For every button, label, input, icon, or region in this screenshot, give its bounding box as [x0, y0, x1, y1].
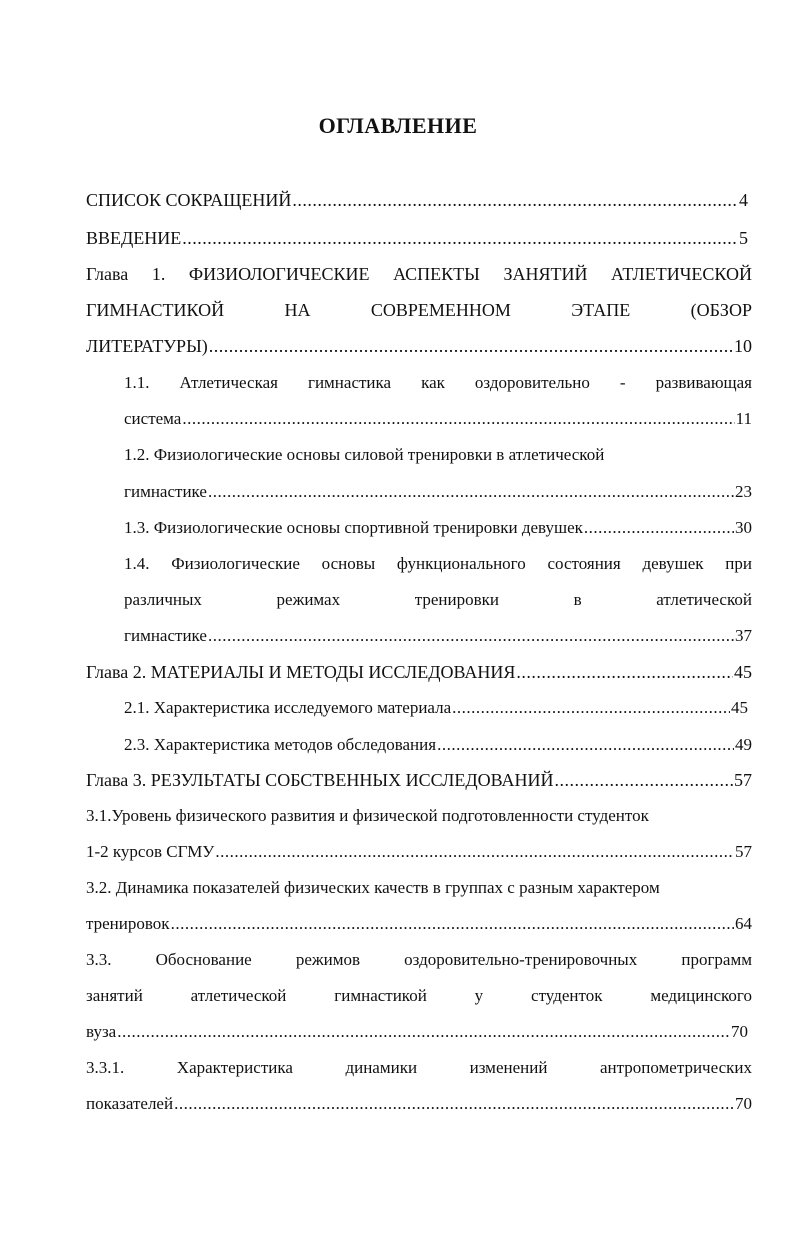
toc-entry-3-3-1-line-1[interactable] [86, 1056, 752, 1080]
word: СОВРЕМЕННОМ [370, 300, 511, 320]
toc-entry-1-1-line-2[interactable] [124, 407, 752, 431]
toc-leader [182, 407, 734, 429]
toc-entry-chapter-1-line-3[interactable] [86, 334, 752, 358]
toc-entry-introduction[interactable] [86, 226, 748, 250]
word: атлетической [190, 986, 287, 1005]
toc-label: гимнастике [124, 482, 207, 501]
word: студенток [531, 986, 603, 1005]
toc-leader [209, 334, 733, 356]
word: НА [284, 300, 311, 320]
toc-leader [208, 480, 734, 502]
toc-entry-chapter-1-line-2[interactable] [86, 298, 752, 322]
word: тренировки [414, 590, 499, 609]
word: режимах [276, 590, 341, 609]
toc-entry-1-1-line-1[interactable] [124, 371, 752, 395]
toc-leader [516, 660, 733, 682]
toc-page-number: 70 [735, 1094, 752, 1113]
toc-label: гимнастике [124, 626, 207, 645]
word: у [474, 986, 484, 1005]
word: 1. [151, 264, 166, 284]
word: в [573, 590, 582, 609]
word: как [421, 373, 445, 392]
toc-page-number: 5 [739, 228, 748, 248]
toc-entry-3-3-line-3[interactable] [86, 1020, 748, 1044]
toc-entry-chapter-1-line-1[interactable] [86, 262, 752, 286]
toc-entry-chapter-2[interactable] [86, 660, 752, 684]
toc-label: вуза [86, 1022, 117, 1041]
toc-entry-3-3-line-1[interactable] [86, 948, 752, 972]
toc-label: 2.1. Характеристика исследуемого материала [124, 698, 452, 717]
word: антропометрических [599, 1058, 752, 1077]
toc-leader [171, 912, 734, 934]
toc-leader [555, 768, 733, 790]
toc-entry-3-1-line-2[interactable] [86, 840, 752, 864]
word: АТЛЕТИЧЕСКОЙ [611, 264, 752, 284]
toc-page-number: 4 [739, 190, 748, 210]
toc-label: Глава 3. РЕЗУЛЬТАТЫ СОБСТВЕННЫХ ИССЛЕДОВАНИЙ [86, 770, 554, 790]
word: (ОБЗОР [690, 300, 752, 320]
word: 1.4. [124, 554, 150, 573]
word: 3.3. [86, 950, 112, 969]
word: динамики [345, 1058, 418, 1077]
toc-label: Глава 2. МАТЕРИАЛЫ И МЕТОДЫ ИССЛЕДОВАНИЯ [86, 662, 516, 682]
word: программ [681, 950, 752, 969]
toc-leader [182, 226, 738, 248]
toc-label: СПИСОК СОКРАЩЕНИЙ [86, 190, 292, 210]
toc-label: показателей [86, 1094, 174, 1113]
word: медицинского [650, 986, 752, 1005]
word: состояния [547, 554, 621, 573]
toc-entry-1-4-line-2[interactable] [124, 588, 752, 612]
word: оздоровительно-тренировочных [404, 950, 638, 969]
toc-label: 1-2 курсов СГМУ [86, 842, 215, 861]
toc-entry-2-1[interactable] [124, 696, 748, 720]
toc-page-number: 45 [734, 662, 752, 682]
toc-entry-3-2-line-2[interactable] [86, 912, 752, 936]
word: различных [124, 590, 202, 609]
toc-entry-1-4-line-1[interactable] [124, 552, 752, 576]
word: режимов [295, 950, 361, 969]
toc-entry-1-3[interactable] [124, 516, 752, 540]
word: ЭТАПЕ [571, 300, 631, 320]
toc-entry-1-2-line-2[interactable] [124, 480, 752, 504]
toc-page-number: 10 [734, 336, 752, 356]
toc-page-number: 37 [735, 626, 752, 645]
word: гимнастика [307, 373, 392, 392]
word: АСПЕКТЫ [393, 264, 480, 284]
word: ГИМНАСТИКОЙ [86, 300, 225, 320]
toc-label: тренировок [86, 914, 170, 933]
page-title: ОГЛАВЛЕНИЕ [318, 113, 478, 138]
toc-label: ЛИТЕРАТУРЫ) [86, 336, 208, 356]
toc-leader [117, 1020, 730, 1042]
toc-entry-3-3-line-2[interactable] [86, 984, 752, 1008]
toc-page-number: 57 [735, 842, 752, 861]
toc-entry-abbreviations[interactable] [86, 188, 748, 212]
toc-entry-1-4-line-3[interactable] [124, 624, 752, 648]
toc-label: 1.3. Физиологические основы спортивной тренировки девушек [124, 518, 583, 537]
toc-leader [584, 516, 734, 538]
word: ЗАНЯТИЙ [503, 264, 588, 284]
word: Физиологические [171, 554, 300, 573]
word: развивающая [655, 373, 752, 392]
toc-entry-3-2-line-1[interactable]: 3.2. Динамика показателей физических качеств в группах с разным характером [86, 878, 660, 897]
toc-page-number: 45 [731, 698, 748, 717]
word: Атлетическая [179, 373, 278, 392]
toc-entry-chapter-3[interactable] [86, 768, 752, 792]
word: Обоснование [155, 950, 252, 969]
word: Глава [86, 264, 129, 284]
word: изменений [469, 1058, 548, 1077]
toc-leader [215, 840, 734, 862]
toc-page-number: 64 [735, 914, 752, 933]
word: атлетической [656, 590, 752, 609]
toc-page-number: 49 [735, 735, 752, 754]
toc-page-number: 23 [735, 482, 752, 501]
toc-entry-1-2-line-1[interactable]: 1.2. Физиологические основы силовой тренировки в атлетической [124, 445, 605, 464]
word: функционального [396, 554, 526, 573]
word: Характеристика [176, 1058, 293, 1077]
toc-page-number: 11 [735, 409, 752, 428]
toc-leader [292, 188, 738, 210]
toc-label: 2.3. Характеристика методов обследования [124, 735, 437, 754]
toc-label: система [124, 409, 182, 428]
word: оздоровительно [474, 373, 590, 392]
toc-leader [174, 1092, 734, 1114]
word: ФИЗИОЛОГИЧЕСКИЕ [188, 264, 370, 284]
toc-leader [208, 624, 734, 646]
toc-entry-3-3-1-line-2[interactable] [86, 1092, 752, 1116]
word: - [619, 373, 626, 392]
word: гимнастикой [334, 986, 427, 1005]
toc-entry-3-1-line-1[interactable]: 3.1.Уровень физического развития и физической подготовленности студенток [86, 806, 649, 825]
word: 3.3.1. [86, 1058, 125, 1077]
word: девушек [642, 554, 704, 573]
toc-page-number: 30 [735, 518, 752, 537]
toc-page-number: 70 [731, 1022, 748, 1041]
toc-leader [437, 733, 734, 755]
word: при [725, 554, 752, 573]
toc-label: ВВЕДЕНИЕ [86, 228, 182, 248]
toc-entry-2-3[interactable] [124, 733, 752, 757]
word: основы [321, 554, 376, 573]
word: занятий [86, 986, 143, 1005]
word: 1.1. [124, 373, 150, 392]
toc-leader [452, 696, 730, 718]
toc-page-number: 57 [734, 770, 752, 790]
